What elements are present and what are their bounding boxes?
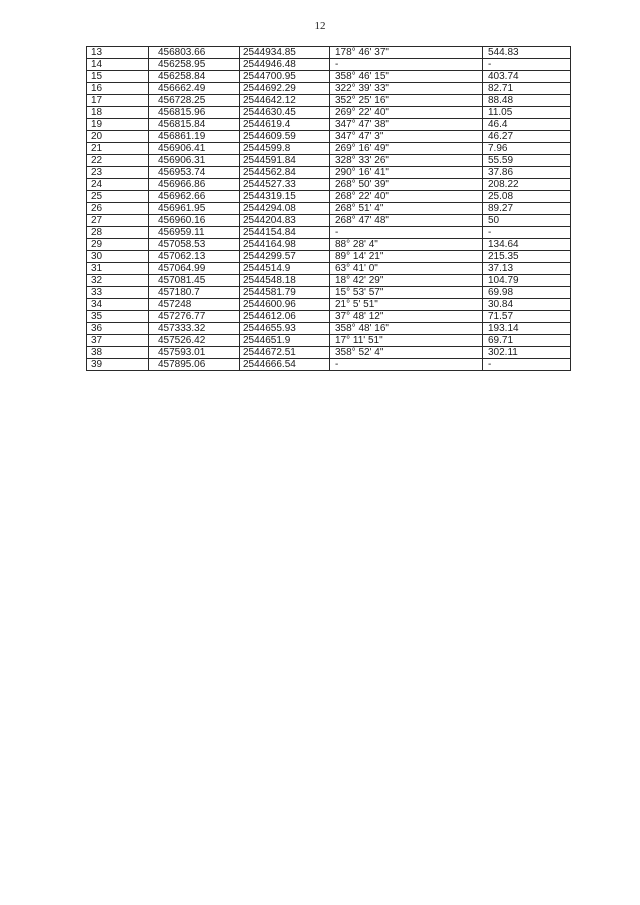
point-number-cell: 39 [87,359,149,371]
direction-angle-cell: 268° 50' 39" [330,179,483,191]
table-row [87,131,571,143]
point-number-cell: 27 [87,215,149,227]
y-coordinate-cell: 2544548.18 [240,275,330,287]
direction-angle-cell: 63° 41' 0" [330,263,483,275]
y-coordinate-cell: 2544612.06 [240,311,330,323]
x-coordinate-cell: 457058.53 [149,239,240,251]
x-coordinate-cell: 457593.01 [149,347,240,359]
distance-cell: 215.35 [483,251,571,263]
x-coordinate-cell: 456906.41 [149,143,240,155]
y-coordinate-cell: 2544651.9 [240,335,330,347]
distance-cell: 11.05 [483,107,571,119]
table-row [87,71,571,83]
x-coordinate-cell: 457526.42 [149,335,240,347]
direction-angle-cell: 37° 48' 12" [330,311,483,323]
y-coordinate-cell: 2544294.08 [240,203,330,215]
table-row [87,311,571,323]
point-number-cell: 35 [87,311,149,323]
x-coordinate-cell: 456815.96 [149,107,240,119]
y-coordinate-cell: 2544609.59 [240,131,330,143]
y-coordinate-cell: 2544599.8 [240,143,330,155]
distance-cell: 88.48 [483,95,571,107]
distance-cell: 89.27 [483,203,571,215]
distance-cell: 30.84 [483,299,571,311]
direction-angle-cell: 347° 47' 3" [330,131,483,143]
coordinates-table [86,46,571,371]
direction-angle-cell: 269° 16' 49" [330,143,483,155]
y-coordinate-cell: 2544591.84 [240,155,330,167]
direction-angle-cell: - [330,227,483,239]
distance-cell: 37.86 [483,167,571,179]
distance-cell: 69.98 [483,287,571,299]
direction-angle-cell: 322° 39' 33" [330,83,483,95]
page-number: 12 [314,20,326,32]
table-row [87,59,571,71]
distance-cell: 46.4 [483,119,571,131]
point-number-cell: 32 [87,275,149,287]
y-coordinate-cell: 2544154.84 [240,227,330,239]
direction-angle-cell: 290° 16' 41" [330,167,483,179]
point-number-cell: 29 [87,239,149,251]
x-coordinate-cell: 456258.95 [149,59,240,71]
direction-angle-cell: - [330,359,483,371]
x-coordinate-cell: 456959.11 [149,227,240,239]
point-number-cell: 15 [87,71,149,83]
point-number-cell: 26 [87,203,149,215]
x-coordinate-cell: 457062.13 [149,251,240,263]
direction-angle-cell: 268° 51' 4" [330,203,483,215]
direction-angle-cell: 89° 14' 21" [330,251,483,263]
table-row [87,95,571,107]
table-row [87,275,571,287]
table-row [87,227,571,239]
direction-angle-cell: 178° 46' 37" [330,47,483,59]
direction-angle-cell: 15° 53' 57" [330,287,483,299]
direction-angle-cell: 18° 42' 29" [330,275,483,287]
point-number-cell: 33 [87,287,149,299]
point-number-cell: 21 [87,143,149,155]
distance-cell: 302.11 [483,347,571,359]
direction-angle-cell: 347° 47' 38" [330,119,483,131]
table-row [87,323,571,335]
distance-cell: - [483,59,571,71]
distance-cell: 82.71 [483,83,571,95]
table-row [87,251,571,263]
point-number-cell: 22 [87,155,149,167]
y-coordinate-cell: 2544692.29 [240,83,330,95]
coordinates-table-body [87,47,571,371]
table-row [87,47,571,59]
table-row [87,239,571,251]
table-row [87,107,571,119]
y-coordinate-cell: 2544934.85 [240,47,330,59]
x-coordinate-cell: 456961.95 [149,203,240,215]
x-coordinate-cell: 456728.25 [149,95,240,107]
direction-angle-cell: 268° 47' 48" [330,215,483,227]
point-number-cell: 25 [87,191,149,203]
y-coordinate-cell: 2544600.96 [240,299,330,311]
y-coordinate-cell: 2544630.45 [240,107,330,119]
y-coordinate-cell: 2544562.84 [240,167,330,179]
table-row [87,287,571,299]
distance-cell: - [483,359,571,371]
x-coordinate-cell: 457248 [149,299,240,311]
point-number-cell: 37 [87,335,149,347]
direction-angle-cell: 17° 11' 51" [330,335,483,347]
table-row [87,179,571,191]
direction-angle-cell: 358° 46' 15" [330,71,483,83]
distance-cell: - [483,227,571,239]
y-coordinate-cell: 2544581.79 [240,287,330,299]
point-number-cell: 24 [87,179,149,191]
x-coordinate-cell: 457081.45 [149,275,240,287]
y-coordinate-cell: 2544299.57 [240,251,330,263]
table-row [87,203,571,215]
point-number-cell: 30 [87,251,149,263]
distance-cell: 37.13 [483,263,571,275]
direction-angle-cell: 358° 52' 4" [330,347,483,359]
x-coordinate-cell: 457180.7 [149,287,240,299]
table-row [87,167,571,179]
point-number-cell: 28 [87,227,149,239]
distance-cell: 25.08 [483,191,571,203]
point-number-cell: 23 [87,167,149,179]
y-coordinate-cell: 2544642.12 [240,95,330,107]
table-row [87,299,571,311]
x-coordinate-cell: 456662.49 [149,83,240,95]
table-row [87,119,571,131]
point-number-cell: 20 [87,131,149,143]
x-coordinate-cell: 456906.31 [149,155,240,167]
table-row [87,359,571,371]
y-coordinate-cell: 2544164.98 [240,239,330,251]
x-coordinate-cell: 456962.66 [149,191,240,203]
table-row [87,263,571,275]
point-number-cell: 14 [87,59,149,71]
y-coordinate-cell: 2544204.83 [240,215,330,227]
y-coordinate-cell: 2544655.93 [240,323,330,335]
point-number-cell: 36 [87,323,149,335]
y-coordinate-cell: 2544946.48 [240,59,330,71]
x-coordinate-cell: 457333.32 [149,323,240,335]
y-coordinate-cell: 2544672.51 [240,347,330,359]
distance-cell: 134.64 [483,239,571,251]
x-coordinate-cell: 457276.77 [149,311,240,323]
y-coordinate-cell: 2544319.15 [240,191,330,203]
distance-cell: 55.59 [483,155,571,167]
point-number-cell: 34 [87,299,149,311]
x-coordinate-cell: 456953.74 [149,167,240,179]
table-row [87,191,571,203]
point-number-cell: 17 [87,95,149,107]
point-number-cell: 19 [87,119,149,131]
table-row [87,143,571,155]
x-coordinate-cell: 456861.19 [149,131,240,143]
point-number-cell: 38 [87,347,149,359]
x-coordinate-cell: 456258.84 [149,71,240,83]
direction-angle-cell: 21° 5' 51" [330,299,483,311]
distance-cell: 208.22 [483,179,571,191]
distance-cell: 50 [483,215,571,227]
point-number-cell: 16 [87,83,149,95]
point-number-cell: 13 [87,47,149,59]
direction-angle-cell: 268° 22' 40" [330,191,483,203]
x-coordinate-cell: 457064.99 [149,263,240,275]
distance-cell: 46.27 [483,131,571,143]
direction-angle-cell: 328° 33' 26" [330,155,483,167]
table-row [87,215,571,227]
x-coordinate-cell: 456960.16 [149,215,240,227]
direction-angle-cell: 269° 22' 40" [330,107,483,119]
distance-cell: 193.14 [483,323,571,335]
distance-cell: 403.74 [483,71,571,83]
table-row [87,155,571,167]
x-coordinate-cell: 456815.84 [149,119,240,131]
direction-angle-cell: - [330,59,483,71]
x-coordinate-cell: 457895.06 [149,359,240,371]
distance-cell: 104.79 [483,275,571,287]
y-coordinate-cell: 2544514.9 [240,263,330,275]
table-row [87,347,571,359]
x-coordinate-cell: 456966.86 [149,179,240,191]
point-number-cell: 18 [87,107,149,119]
point-number-cell: 31 [87,263,149,275]
y-coordinate-cell: 2544527.33 [240,179,330,191]
distance-cell: 7.96 [483,143,571,155]
distance-cell: 71.57 [483,311,571,323]
y-coordinate-cell: 2544700.95 [240,71,330,83]
distance-cell: 544.83 [483,47,571,59]
direction-angle-cell: 358° 48' 16" [330,323,483,335]
y-coordinate-cell: 2544666.54 [240,359,330,371]
y-coordinate-cell: 2544619.4 [240,119,330,131]
distance-cell: 69.71 [483,335,571,347]
table-row [87,335,571,347]
direction-angle-cell: 352° 25' 16" [330,95,483,107]
table-row [87,83,571,95]
x-coordinate-cell: 456803.66 [149,47,240,59]
direction-angle-cell: 88° 28' 4" [330,239,483,251]
